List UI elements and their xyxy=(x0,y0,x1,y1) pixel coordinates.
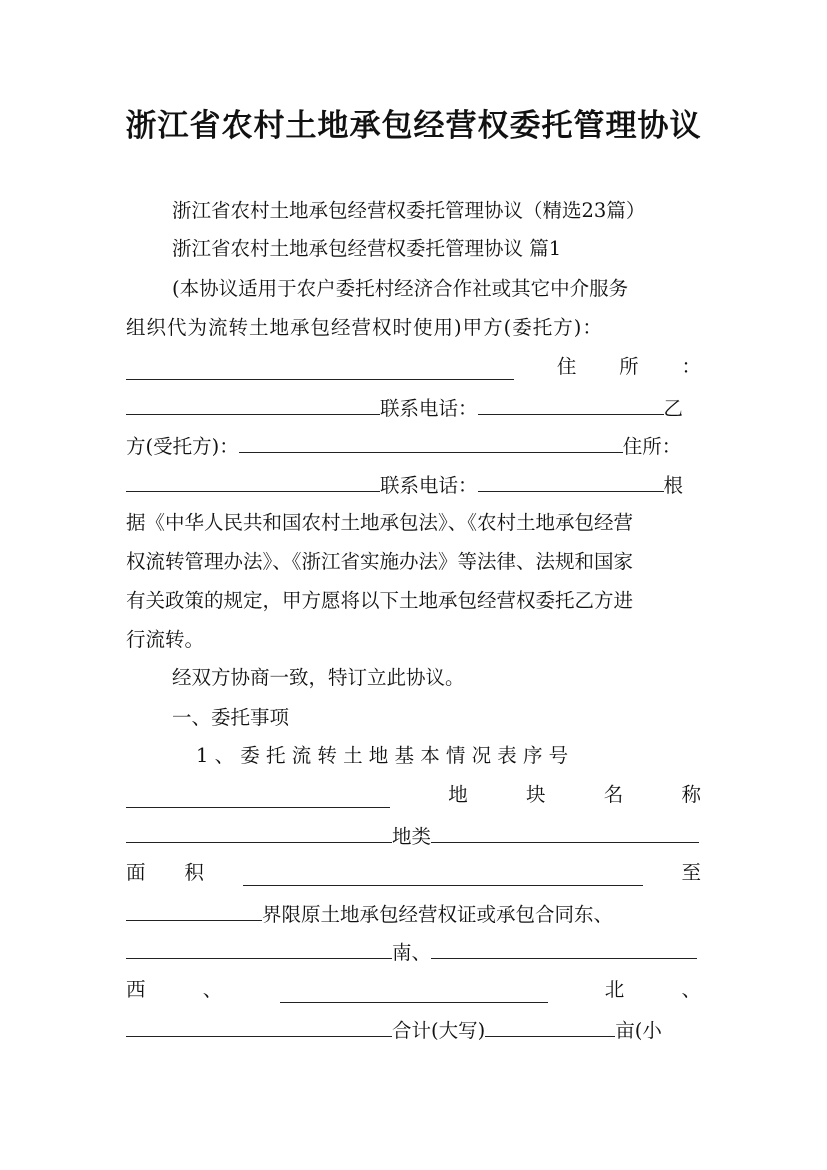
fill-blank xyxy=(478,471,664,492)
paragraph-line xyxy=(126,860,701,886)
fill-blank xyxy=(280,982,548,1003)
text-segment: 地类 xyxy=(392,825,432,848)
text-segment: 乙 xyxy=(663,397,684,420)
subtitle-part-1: 浙江省农村土地承包经营权委托管理协议 篇1 xyxy=(172,237,562,260)
paragraph-line xyxy=(126,471,701,499)
paragraph-line: 有关政策的规定，甲方愿将以下土地承包经营权委托乙方进 xyxy=(126,589,634,612)
paragraph-line: (本协议适用于农户委托村经济合作社或其它中介服务 xyxy=(172,277,629,300)
paragraph-line xyxy=(126,900,701,928)
paragraph-line xyxy=(126,315,701,341)
text-segment: 合计(大写) xyxy=(392,1019,486,1042)
text-segment: 、 xyxy=(681,978,701,1001)
fill-blank xyxy=(431,938,697,959)
fill-blank xyxy=(243,865,643,886)
text-segment: 积 xyxy=(184,861,204,884)
paragraph-line xyxy=(126,782,701,808)
paragraph-line: 经双方协商一致，特订立此协议。 xyxy=(172,666,465,689)
paragraph-line: 据《中华人民共和国农村土地承包法》、《农村土地承包经营 xyxy=(126,511,634,534)
fill-blank xyxy=(126,900,262,921)
text-segment: 联系电话： xyxy=(380,474,478,497)
section-heading: 一、委托事项 xyxy=(172,706,290,729)
paragraph-line xyxy=(126,1016,701,1044)
paragraph-line xyxy=(126,394,701,422)
fill-blank xyxy=(478,394,664,415)
text-segment: 块 xyxy=(525,783,546,806)
paragraph-line xyxy=(126,354,701,380)
text-segment: 住 xyxy=(556,355,577,378)
text-segment: 住所： xyxy=(622,435,682,458)
text-segment: 联系电话： xyxy=(380,397,478,420)
fill-blank xyxy=(126,471,380,492)
paragraph-line xyxy=(126,977,701,1003)
document-title: 浙江省农村土地承包经营权委托管理协议 xyxy=(125,108,702,144)
fill-blank xyxy=(126,394,380,415)
fill-blank xyxy=(126,1016,392,1037)
text-segment: 名 xyxy=(603,783,624,806)
paragraph-line xyxy=(126,432,701,460)
fill-blank xyxy=(126,822,392,843)
text-segment: 界限原土地承包经营权证或承包合同东、 xyxy=(262,903,614,926)
subtitle-collection: 浙江省农村土地承包经营权委托管理协议（精选23篇） xyxy=(172,199,646,222)
text-segment: 北 xyxy=(604,978,625,1001)
text-segment: 南、 xyxy=(392,941,432,964)
paragraph-line xyxy=(126,822,701,850)
fill-blank xyxy=(431,822,699,843)
fill-blank xyxy=(239,432,623,453)
text-segment: 、 xyxy=(202,978,223,1001)
text-segment: 方(受托方)： xyxy=(126,435,239,458)
fill-blank xyxy=(485,1016,615,1037)
text-segment: 地 xyxy=(448,783,468,806)
text-segment: ： xyxy=(681,355,701,378)
text-segment: 称 xyxy=(681,783,701,806)
paragraph-line xyxy=(126,938,701,966)
paragraph-line: 1 、 委 托 流 转 土 地 基 本 情 况 表 序 号 xyxy=(196,744,569,767)
fill-blank xyxy=(126,938,392,959)
paragraph-line: 行流转。 xyxy=(126,628,205,651)
paragraph-line: 权流转管理办法》、《浙江省实施办法》等法律、法规和国家 xyxy=(126,550,634,573)
text-segment: 根 xyxy=(663,474,684,497)
text-segment: 西 xyxy=(126,978,146,1001)
fill-blank xyxy=(126,787,390,808)
text-segment: 组织代为流转土地承包经营权时使用)甲方(委托方)： xyxy=(126,316,603,339)
text-segment: 亩(小 xyxy=(615,1019,662,1042)
text-segment: 所 xyxy=(619,355,639,378)
text-segment: 面 xyxy=(126,861,146,884)
fill-blank xyxy=(126,359,514,380)
text-segment: 至 xyxy=(681,861,701,884)
